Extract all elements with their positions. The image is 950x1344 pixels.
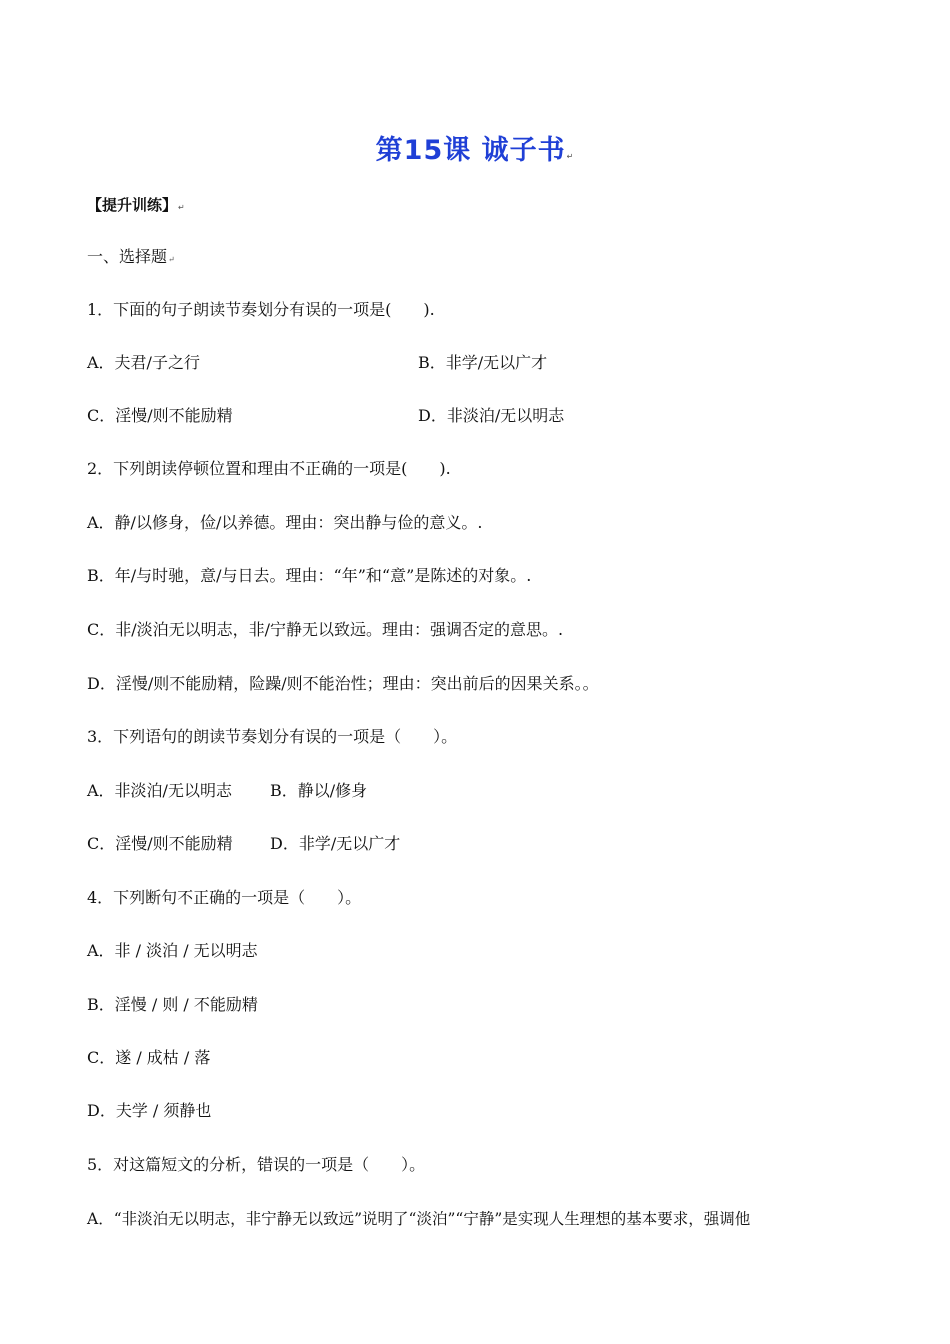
question-2-option-d: D．淫慢/则不能励精，险躁/则不能治性；理由：突出前后的因果关系。。	[87, 674, 599, 693]
question-5-stem: 5．对这篇短文的分析，错误的一项是（ ）。	[87, 1155, 426, 1174]
question-3-option-d: D．非学/无以广才	[270, 834, 401, 853]
question-1-option-a: A．夫君/子之行	[87, 353, 200, 372]
question-4-stem: 4．下列断句不正确的一项是（ ）。	[87, 888, 362, 907]
question-4-option-c: C．遂 / 成枯 / 落	[87, 1048, 211, 1067]
question-2-option-b: B．年/与时驰，意/与日去。理由：“年”和“意”是陈述的对象。.	[87, 566, 532, 585]
question-1-option-c: C．淫慢/则不能励精	[87, 406, 233, 425]
part-heading: 一、选择题↵	[87, 247, 175, 266]
question-4-option-b: B．淫慢 / 则 / 不能励精	[87, 995, 258, 1014]
question-2-option-a: A．静/以修身，俭/以养德。理由：突出静与俭的意义。.	[87, 513, 483, 532]
question-3-option-b: B．静以/修身	[270, 781, 368, 800]
question-2-option-c: C．非/淡泊无以明志，非/宁静无以致远。理由：强调否定的意思。.	[87, 620, 564, 639]
question-1-option-b: B．非学/无以广才	[418, 353, 548, 372]
question-4-option-a: A．非 / 淡泊 / 无以明志	[87, 941, 258, 960]
question-4-option-d: D．夫学 / 须静也	[87, 1101, 212, 1120]
question-5-option-a: A．“非淡泊无以明志，非宁静无以致远”说明了“淡泊”“宁静”是实现人生理想的基本要求，强调他	[87, 1210, 751, 1228]
page-title: 第15课 诚子书↵	[375, 135, 575, 166]
question-3-option-a: A．非淡泊/无以明志	[87, 781, 232, 800]
question-1-stem: 1．下面的句子朗读节奏划分有误的一项是( ).	[87, 300, 435, 319]
question-3-option-c: C．淫慢/则不能励精	[87, 834, 233, 853]
question-3-stem: 3．下列语句的朗读节奏划分有误的一项是（ ）。	[87, 727, 458, 746]
question-1-option-d: D．非淡泊/无以明志	[418, 406, 565, 425]
section-heading: 【提升训练】↵	[87, 196, 185, 214]
question-2-stem: 2．下列朗读停顿位置和理由不正确的一项是( ).	[87, 459, 451, 478]
